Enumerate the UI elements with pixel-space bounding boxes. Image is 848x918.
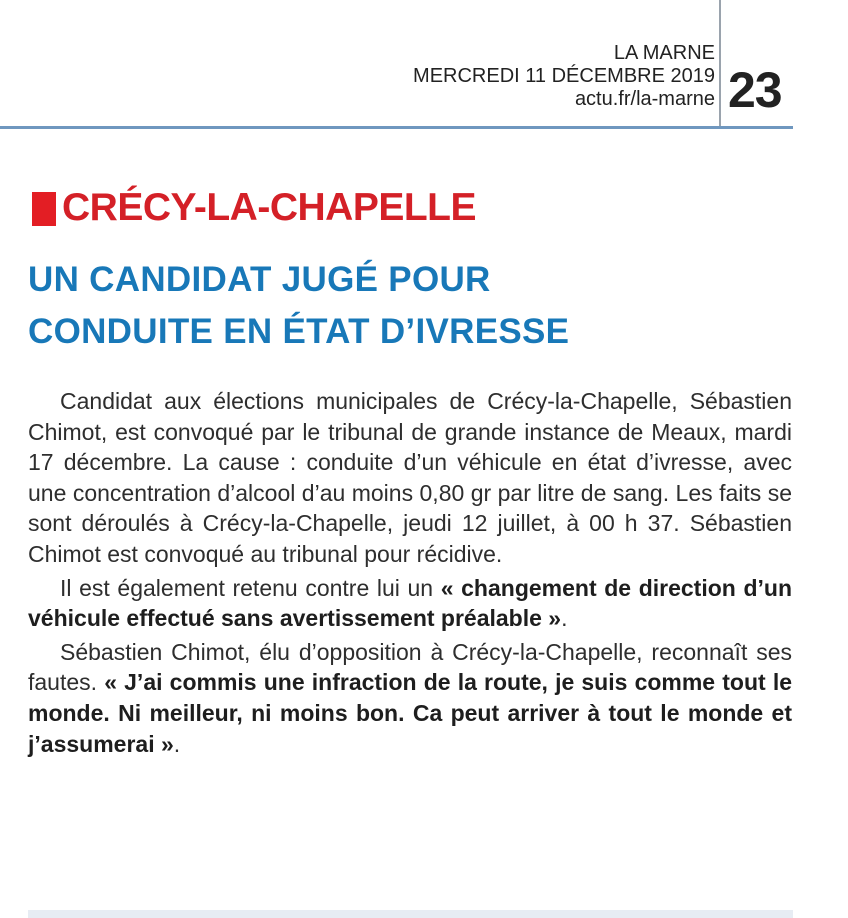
paragraph-1: Candidat aux élections municipales de Crécy-la-Chapelle, Sébastien Chimot, est convoqué par le tribunal de grande instance de Meaux, mardi 17 décembre. La cause : conduite d’un véhicule en état d’ivresse, avec une concentration d’alcool d’au moins 0,80 gr par litre de sang. Les faits se sont déroulés à Crécy-la-Chapelle, jeudi 12 juillet, à 00 h 37. Sébastien Chimot est convoqué au tribunal pour récidive. [28,388,792,567]
paragraph-3-end: . [173,730,181,757]
red-square-icon [32,192,56,226]
issue-date: MERCREDI 11 DÉCEMBRE 2019 [413,65,715,87]
paragraph-2-quote: « changement de direction d’un véhicule effectué sans avertissement préalable » [28,574,792,632]
article-body [28,386,792,759]
bottom-rule [28,910,793,918]
paragraph-3 [28,637,792,759]
masthead-meta [413,42,715,111]
website-url: actu.fr/la-marne [574,88,715,110]
headline-line-1: UN CANDIDAT JUGÉ POUR [28,260,491,299]
paragraph-2-intro: Il est également retenu contre lui un [60,574,441,601]
headline-line-2: CONDUITE EN ÉTAT D’IVRESSE [28,312,570,351]
paragraph-3-quote: « J’ai commis une infraction de la route, je suis comme tout le monde. Ni meilleur, ni moins bon. Ca peut arriver à tout le monde et j’assumerai » [28,669,792,757]
page-number: 23 [728,62,782,118]
paragraph-2 [28,573,792,634]
article-headline [28,254,788,358]
kicker-text: CRÉCY-LA-CHAPELLE [62,186,477,229]
masthead-divider [719,0,721,126]
article-kicker [32,186,476,230]
paragraph-2-end: . [561,605,568,632]
masthead [0,0,848,128]
paragraph-3-intro: Sébastien Chimot, élu d’opposition à Crécy-la-Chapelle, reconnaît ses fautes. [28,638,792,696]
masthead-rule [0,126,793,129]
region-label: LA MARNE [613,42,715,64]
